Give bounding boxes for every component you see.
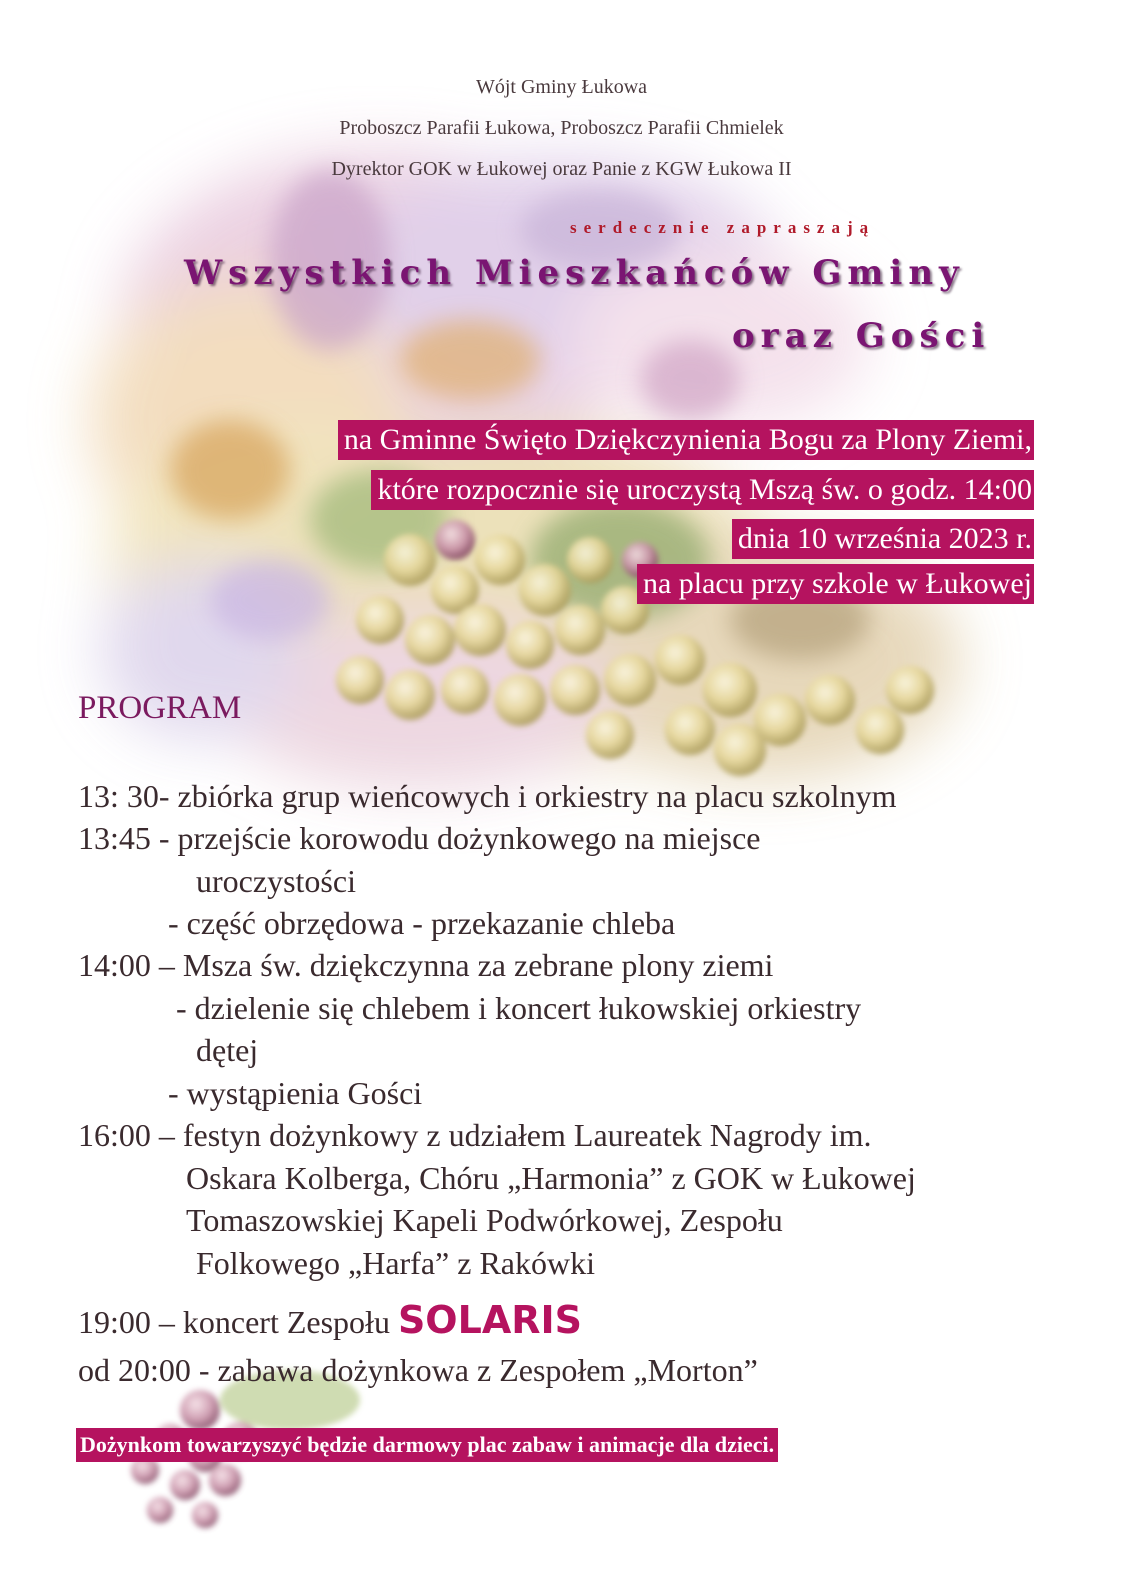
headline-line-1: Wszystkich Mieszkańców Gminy <box>184 253 965 293</box>
program-line: dętej <box>196 1032 259 1068</box>
program-line: 16:00 – festyn dożynkowy z udziałem Laureatek Nagrody im. <box>78 1117 872 1153</box>
event-highlight-location: na placu przy szkole w Łukowej <box>637 564 1034 604</box>
program-line: - dzielenie się chlebem i koncert łukowskiej orkiestry <box>176 990 862 1026</box>
event-highlight-2: które rozpocznie się uroczystą Mszą św. o godz. 14:00 <box>371 470 1034 510</box>
solaris-band-name: SOLARIS <box>397 1298 582 1342</box>
program-line: 14:00 – Msza św. dziękczynna za zebrane plony ziemi <box>78 947 774 983</box>
program-heading: PROGRAM <box>78 690 242 726</box>
program-line-last: od 20:00 - zabawa dożynkowa z Zespołem „Morton” <box>78 1352 758 1388</box>
organizer-line-2: Proboszcz Parafii Łukowa, Proboszcz Parafii Chmielek <box>339 117 784 139</box>
program-line: 13:45 - przejście korowodu dożynkowego na miejsce <box>78 820 761 856</box>
program-line: - część obrzędowa - przekazanie chleba <box>168 905 676 941</box>
program-line: Tomaszowskiej Kapeli Podwórkowej, Zespołu <box>186 1202 783 1238</box>
program-line: Oskara Kolberga, Chóru „Harmonia” z GOK w Łukowej <box>186 1160 916 1196</box>
event-highlight-date: dnia 10 września 2023 r. <box>732 519 1034 559</box>
event-highlight-1: na Gminne Święto Dziękczynienia Bogu za Plony Ziemi, <box>338 420 1034 460</box>
organizer-line-1: Wójt Gminy Łukowa <box>475 76 648 98</box>
footer-note: Dożynkom towarzyszyć będzie darmowy plac zabaw i animacje dla dzieci. <box>76 1428 778 1462</box>
organizer-line-3: Dyrektor GOK w Łukowej oraz Panie z KGW Łukowa II <box>331 158 792 180</box>
program-line: Folkowego „Harfa” z Rakówki <box>196 1245 595 1281</box>
solaris-prefix: 19:00 – koncert Zespołu <box>78 1304 398 1340</box>
program-line: 13: 30- zbiórka grup wieńcowych i orkiestry na placu szkolnym <box>78 778 897 814</box>
invite-text: serdecznie zapraszają <box>570 218 876 237</box>
program-line: - wystąpienia Gości <box>168 1075 423 1111</box>
headline-line-2: oraz Gości <box>732 316 991 356</box>
program-line: uroczystości <box>196 863 356 899</box>
program-line-solaris <box>78 1298 582 1342</box>
